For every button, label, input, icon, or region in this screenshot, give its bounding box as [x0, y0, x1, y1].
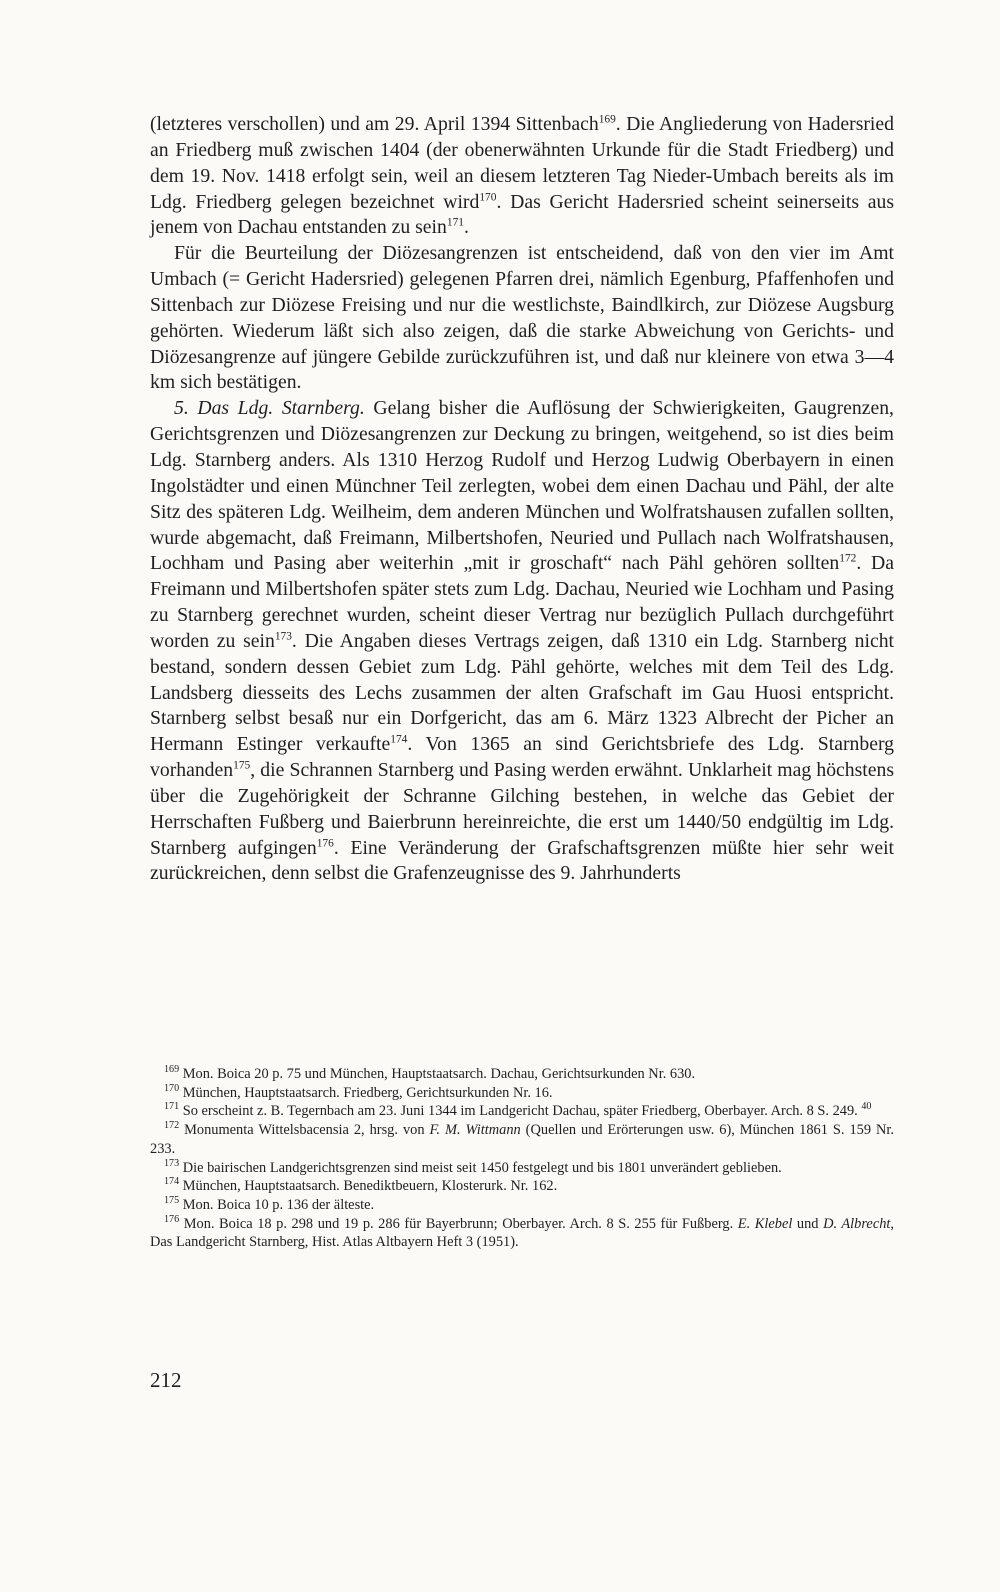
author-name: F. M. Wittmann: [429, 1122, 521, 1139]
text-run: . Die Angliederung von Hadersried an Friedberg muß zwischen 1404 (der obenerwähnten Urkunde für die Stadt Friedberg) und dem 19. Nov. 1418 erfolgt sein, weil an diesem letzteren Tag Nieder-Umbach bereits als im Ldg. Friedberg gelegen bezeichnet wird: [150, 113, 894, 213]
footnote-text: Mon. Boica 18 p. 298 und 19 p. 286 für Bayerbrunn; Oberbayer. Arch. 8 S. 255 für Fußberg.: [179, 1215, 738, 1232]
footnote-number: 176: [164, 1213, 180, 1225]
text-run: , die Schrannen Starnberg und Pasing werden erwähnt. Unklarheit mag höchstens über die Zugehörigkeit der Schranne Gilching bestehen, in welche das Gebiet der Herrschaften Fußberg und Baierbrunn hereinreichte, die erst um 1440/50 endgültig im Ldg. Starnberg aufgingen: [150, 759, 894, 859]
footnote-text: Die bairischen Landgerichtsgrenzen sind meist seit 1450 festgelegt und bis 1801 unverändert geblieben.: [179, 1159, 782, 1176]
text-run: . Eine Veränderung der Grafschaftsgrenzen müßte hier sehr weit zurückreichen, denn selbst die Grafenzeugnisse des 9. Jahrhunderts: [150, 836, 895, 885]
footnote-ref-175: 175: [233, 759, 251, 772]
footnote-ref-170: 170: [479, 190, 497, 203]
text-run: . Das Gericht Hadersried scheint seinerseits aus jenem von Dachau entstanden zu sein: [150, 190, 894, 239]
footnote-text: Mon. Boica 10 p. 136 der älteste.: [179, 1196, 375, 1213]
footnote-ref-173: 173: [274, 630, 292, 643]
footnote-text: München, Hauptstaatsarch. Benediktbeuern, Klosterurk. Nr. 162.: [179, 1178, 558, 1195]
footnote-173: [150, 1159, 894, 1178]
paragraph-1: [150, 112, 894, 241]
footnotes: [150, 1065, 894, 1252]
footnote-number: 174: [164, 1176, 180, 1188]
footnote-ref-171: 171: [446, 216, 464, 229]
text-run: . Von 1365 an sind Gerichtsbriefe des Ldg. Starnberg vorhanden: [150, 733, 894, 782]
text-run: Gelang bisher die Auflösung der Schwierigkeiten, Gaugrenzen, Gerichtsgrenzen und Diözesangrenzen zur Deckung zu bringen, weitgehend, so ist dies beim Ldg. Starnberg anders. Als 1310 Herzog Rudolf und Herzog Ludwig Oberbayern in einen Ingolstädter und einen Münchner Teil zerlegten, wobei dem einen Dachau und Pähl, der alte Sitz des späteren Ldg. Weilheim, dem anderen München und Wolfratshausen zufallen sollten, wurde abgemacht, daß Freimann, Milbertshofen, Neuried und Pullach nach Wolfratshausen, Lochham und Pasing aber weiterhin „mit ir groschaft“ nach Pähl gehören sollten: [150, 397, 894, 575]
section-heading: 5. Das Ldg. Starnberg.: [174, 397, 365, 420]
footnote-number: 172: [164, 1120, 180, 1132]
footnote-175: [150, 1196, 894, 1215]
footnote-170: [150, 1084, 894, 1103]
text-run: .: [463, 216, 469, 239]
paragraph-3: [150, 396, 894, 887]
page-number: 212: [150, 1368, 182, 1392]
footnote-169: [150, 1065, 894, 1084]
footnote-text: Monumenta Wittelsbacensia 2, hrsg. von: [179, 1122, 430, 1139]
footnote-text: München, Hauptstaatsarch. Friedberg, Gerichtsurkunden Nr. 16.: [179, 1084, 553, 1101]
footnote-text: Mon. Boica 20 p. 75 und München, Hauptstaatsarch. Dachau, Gerichtsurkunden Nr. 630.: [179, 1066, 696, 1082]
footnote-text: (Quellen und Erörterungen usw. 6), München 1861 S. 159 Nr. 233.: [150, 1122, 894, 1157]
text-run: (letzteres verschollen) und am 29. April 1394 Sittenbach: [150, 113, 599, 135]
author-name: E. Klebel: [737, 1215, 793, 1232]
text-run: . Da Freimann und Milbertshofen später stets zum Ldg. Dachau, Neuried wie Lochham und Pasing zu Starnberg gerechnet wurden, scheint dieser Vertrag nur bezüglich Pullach durchgeführt worden zu sein: [150, 552, 894, 652]
footnote-text: und: [792, 1215, 824, 1232]
author-name: D. Albrecht,: [823, 1215, 894, 1232]
footnote-ref-174: 174: [390, 733, 408, 746]
footnote-number: 171: [164, 1101, 180, 1113]
footnote-ref-172: 172: [839, 552, 857, 565]
footnote-number: 170: [164, 1082, 180, 1094]
main-text: [150, 112, 894, 887]
footnote-ref-169: 169: [598, 113, 616, 126]
footnote-number: 175: [164, 1195, 180, 1207]
paragraph-2: Für die Beurteilung der Diözesangrenzen ist entscheidend, daß von den vier im Amt Umbach (= Gericht Hadersried) gelegenen Pfarren drei, nämlich Egenburg, Pfaffenhofen und Sittenbach zur Diözese Freising und nur die westlichste, Baindlkirch, zur Diözese Augsburg gehörten. Wiederum läßt sich also zeigen, daß die starke Abweichung von Gerichts- und Diözesangrenze auf jüngere Gebilde zurückzuführen ist, und daß nur kleinere von etwa 3—4 km sich bestätigen.: [150, 242, 894, 394]
text-run: . Die Angaben dieses Vertrags zeigen, daß 1310 ein Ldg. Starnberg nicht bestand, sondern dessen Gebiet zum Ldg. Pähl gehörte, welches mit dem Teil des Ldg. Landsberg diesseits des Lechs zusammen der alten Grafschaft im Gau Huosi entspricht. Starnberg selbst besaß nur ein Dorfgericht, das am 6. März 1323 Albrecht der Picher an Hermann Estinger verkaufte: [150, 629, 895, 756]
footnote-number: 173: [164, 1157, 180, 1169]
footnote-text: So erscheint z. B. Tegernbach am 23. Juni 1344 im Landgericht Dachau, später Friedberg, Oberbayer. Arch. 8 S. 249.: [179, 1103, 858, 1120]
footnote-172: [150, 1121, 894, 1158]
footnote-number: 169: [164, 1064, 180, 1076]
footnote-171: [150, 1102, 894, 1121]
footnote-superscript: 40: [861, 1101, 872, 1113]
footnote-176: [150, 1215, 894, 1252]
footnote-ref-176: 176: [316, 837, 334, 850]
footnote-174: [150, 1177, 894, 1196]
footnote-text: Das Landgericht Starnberg, Hist. Atlas Altbayern Heft 3 (1951).: [150, 1234, 519, 1251]
